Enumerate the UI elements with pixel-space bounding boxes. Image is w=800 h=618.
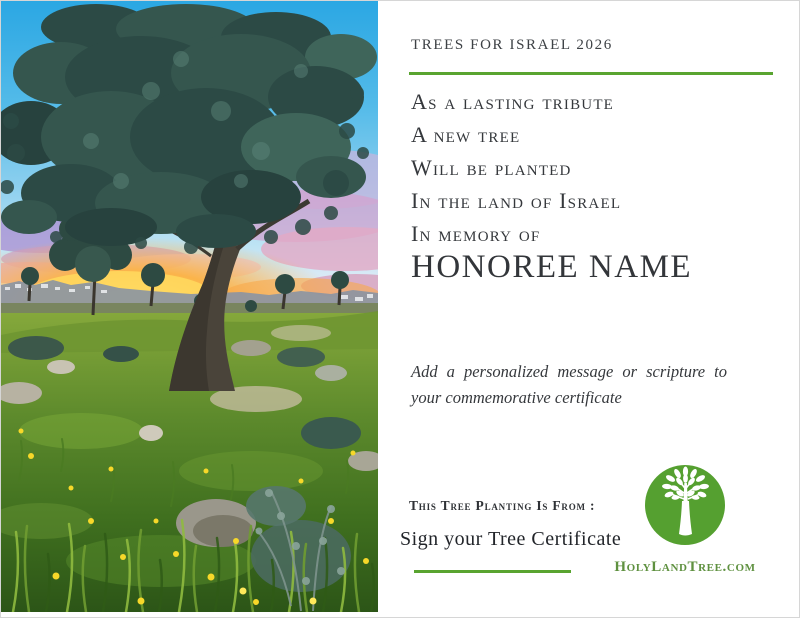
tribute-line: As a lasting tribute (411, 89, 615, 114)
brand-logo-block (605, 463, 765, 576)
signature-underline (414, 570, 571, 573)
tree-in-circle-icon (643, 463, 727, 547)
certificate-photo (1, 1, 378, 612)
signature-field[interactable]: Sign your Tree Certificate (400, 528, 622, 550)
tribute-line: A new tree (411, 122, 521, 147)
brand-website: HolyLandTree.com (614, 559, 756, 575)
from-label: This Tree Planting Is From : (409, 498, 596, 513)
olive-tree-sunset-photo (1, 1, 378, 612)
tribute-line: In memory of (411, 221, 541, 246)
personal-message-field[interactable]: Add a personalized message or scripture to your commemorative certificate (411, 362, 727, 407)
tribute-text (411, 85, 775, 250)
program-title: TREES FOR ISRAEL 2026 (411, 37, 613, 53)
tribute-line: Will be planted (411, 155, 572, 180)
honoree-name-field[interactable]: HONOREE NAME (411, 249, 693, 285)
header-divider (409, 72, 773, 75)
tribute-line: In the land of Israel (411, 188, 622, 213)
